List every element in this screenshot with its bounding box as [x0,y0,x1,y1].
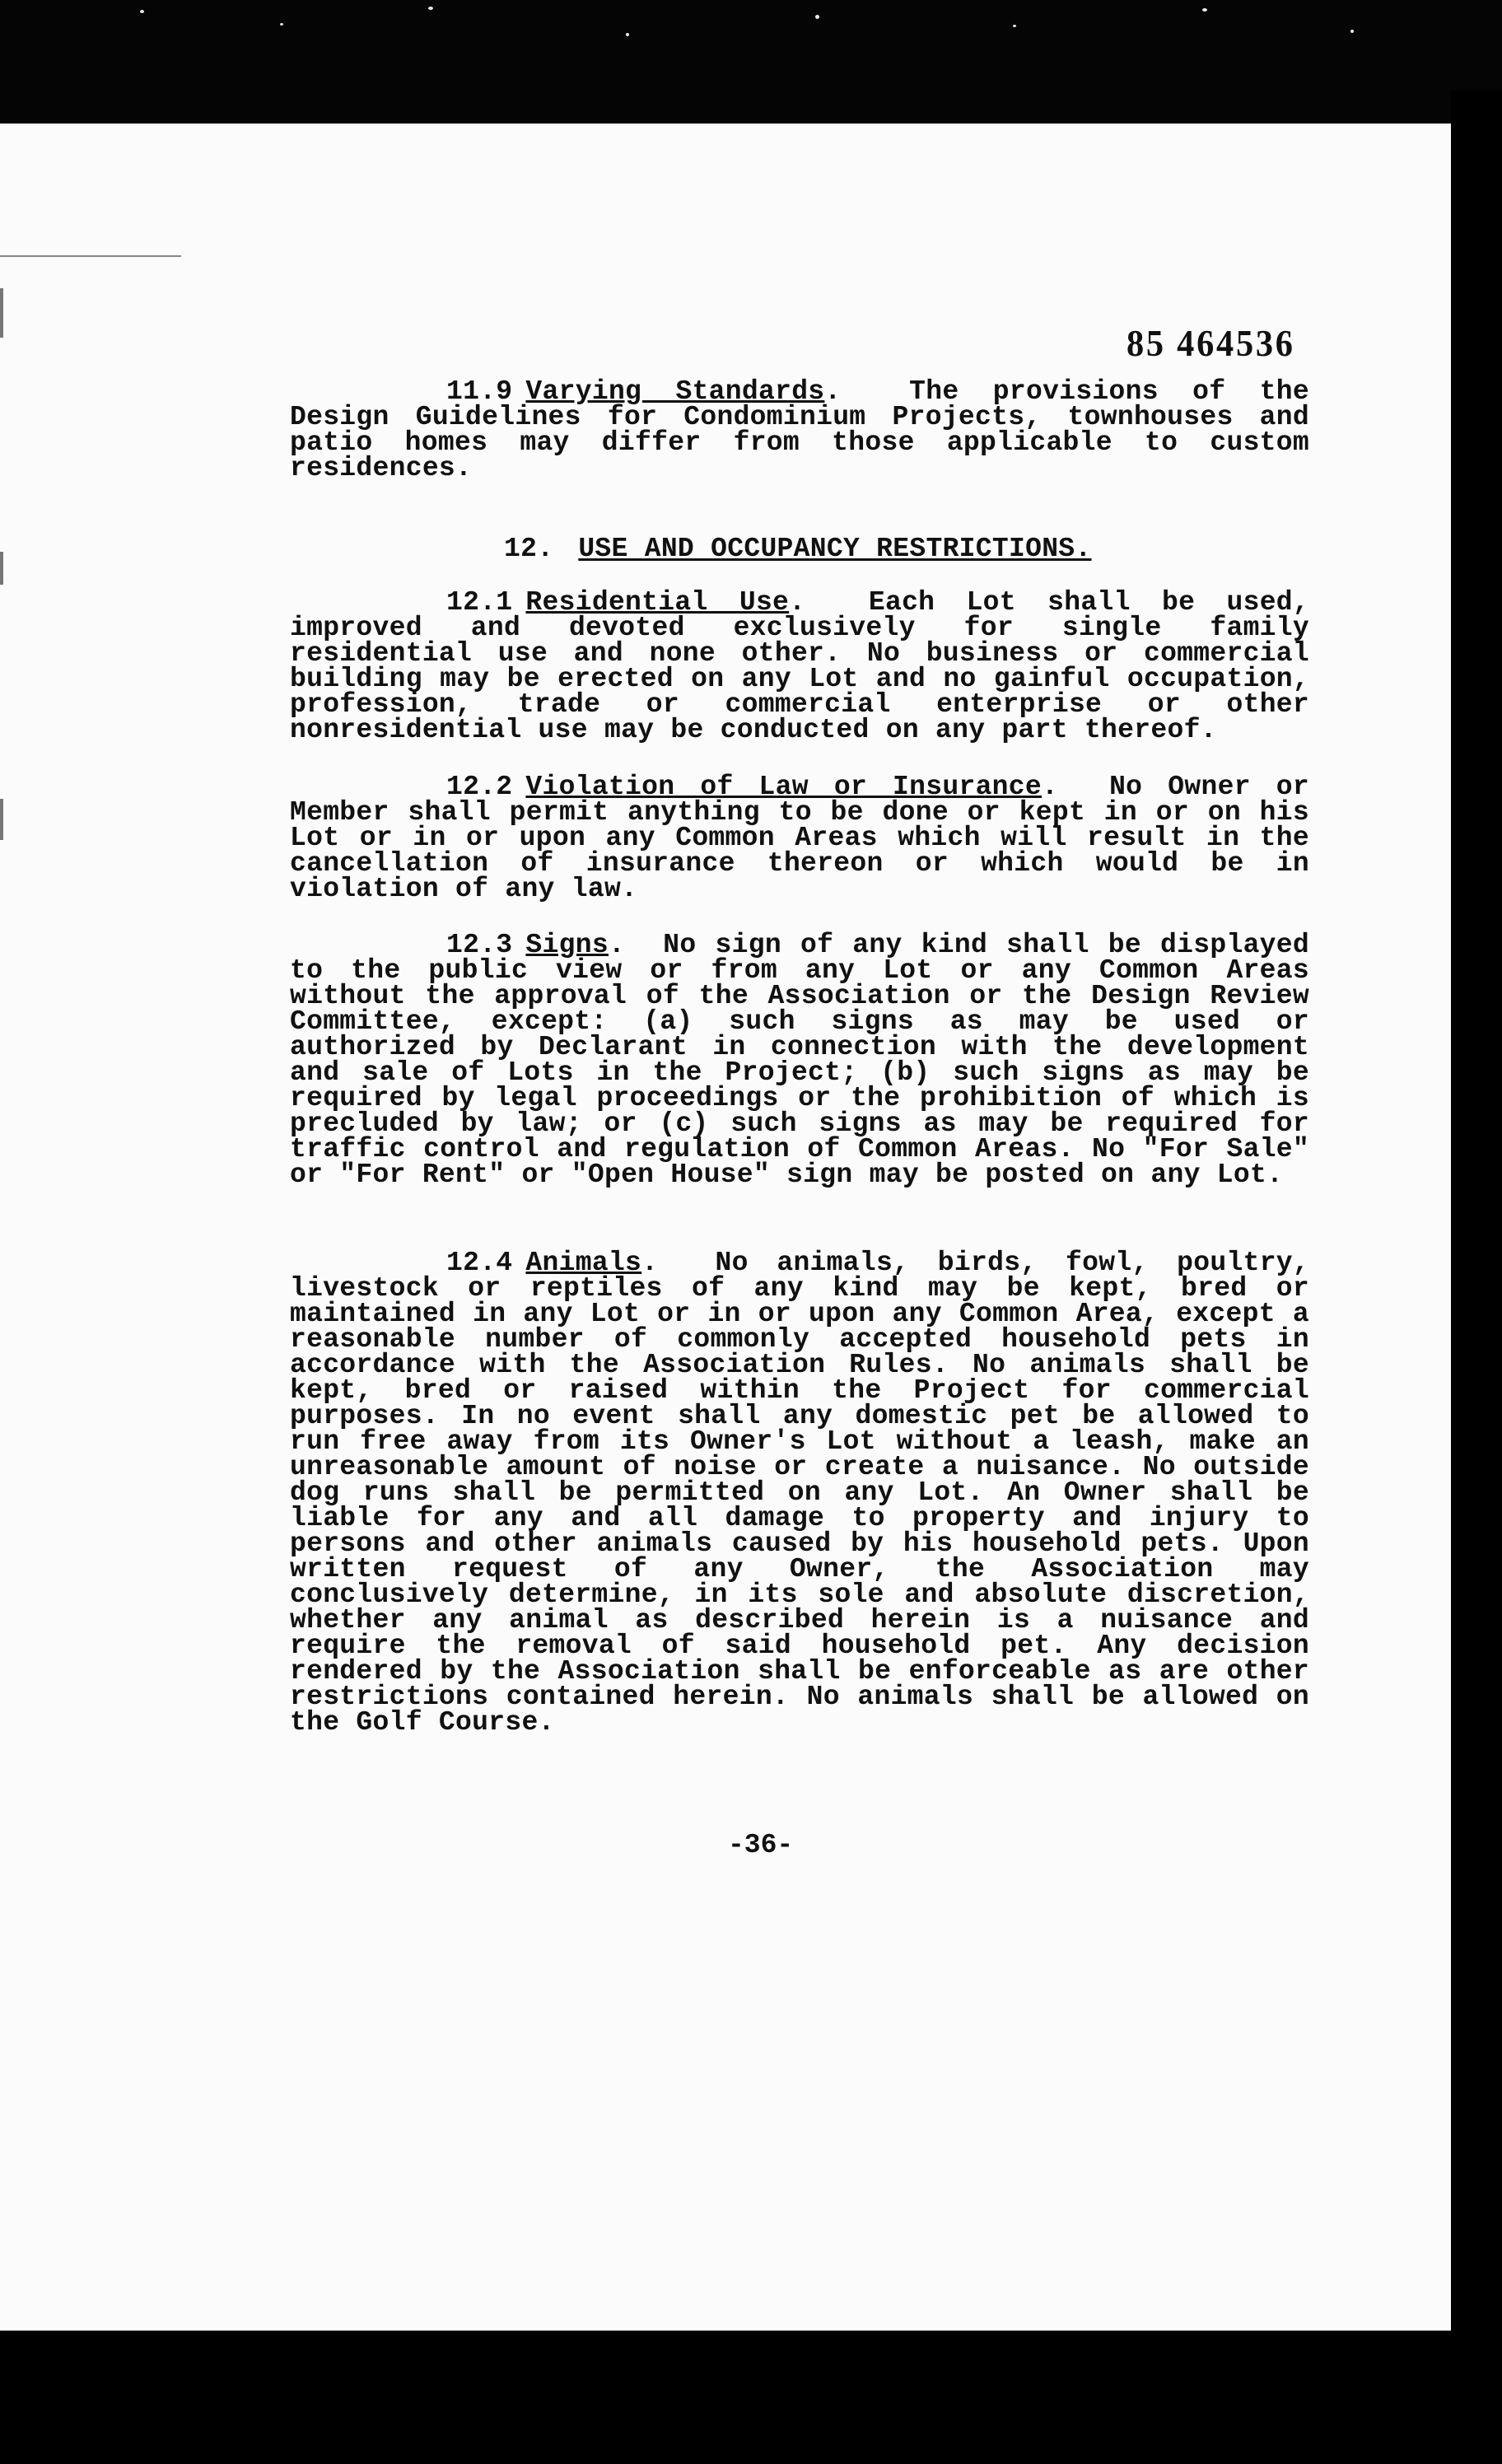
scan-speck [280,23,283,26]
scan-edge-rule [0,255,181,257]
scan-speck [1350,30,1354,33]
section-number: 12.4 [446,1248,513,1278]
section-text: No sign of any kind shall be displayed to the public view or from any Lot or any Common Areas without the approval of the Association or the Design Review Committee, except: (a) such signs as may be used or authorized by Declarant in connection with the development and sale of Lots in the Project; (b) such signs as may be required by legal proceedings or the prohibition of which is precluded by law; or (c) such signs as may be required for traffic control and regulation of Common Areas. No "For Sale" or "For Rent" or "Open House" sign may be posted on any Lot. [290,930,1309,1190]
scan-border-right [1451,91,1502,2396]
scan-speck [428,7,433,10]
section-11-9: 11.9 Varying Standards. The provisions of the Design Guidelines for Condominium Projects, townhouses and patio homes may differ from those applicable to custom residences. [290,376,1310,483]
section-12-1: 12.1 Residential Use. Each Lot shall be used, improved and devoted exclusively for single family residential use and none other. No business or commercial building may be erected on any Lot and no gainful occupation, profession, trade or commercial enterprise or other nonresidential use may be conducted on any part thereof. [290,587,1310,745]
section-title: Varying Standards [525,376,825,407]
scan-edge-mark [0,799,3,840]
scan-speck [1013,25,1016,27]
section-text: Each Lot shall be used, improved and devoted exclusively for single family residential use and none other. No business or commercial building may be erected on any Lot and no gainful occupation, profession, trade or commercial enterprise or other nonresidential use may be conducted on any part thereof. [290,587,1310,745]
scan-speck [140,10,144,13]
section-12-2: 12.2 Violation of Law or Insurance. No Owner or Member shall permit anything to be done or kept in or on his Lot or in or upon any Common Areas which will result in the cancellation of insurance thereon or which would be in violation of any law. [290,772,1309,904]
section-title: Residential Use [525,587,790,618]
section-title: Animals [525,1248,642,1278]
section-title: Violation of Law or Insurance [525,772,1042,802]
scan-edge-mark [0,552,3,585]
article-heading [504,534,1092,564]
document-stamp-number: 85 464536 [1126,322,1295,364]
article-title: USE AND OCCUPANCY RESTRICTIONS. [578,534,1092,564]
section-12-4: 12.4 Animals. No animals, birds, fowl, poultry, livestock or reptiles of any kind may be kept, bred or maintained in any Lot or in or upon any Common Area, except a reasonable number of commonly accepted household pets in accordance with the Association Rules. No animals shall be kept, bred or raised within the Project for commercial purposes. In no event shall any domestic pet be allowed to run free away from its Owner's Lot without a leash, make an unreasonable amount of noise or create a nuisance. No outside dog runs shall be permitted on any Lot. An Owner shall be liable for any and all damage to property and injury to persons and other animals caused by his household pets. Upon written request of any Owner, the Association may conclusively determine, in its sole and absolute discretion, whether any animal as described herein is a nuisance and require the removal of said household pet. Any decision rendered by the Association shall be enforceable as are other restrictions contained herein. No animals shall be allowed on the Golf Course. [290,1248,1310,1738]
section-number: 12.1 [446,587,513,618]
section-number: 11.9 [446,376,513,407]
scan-edge-mark [0,288,3,338]
scan-border-bottom [0,2331,1502,2464]
section-number: 12.2 [446,772,513,802]
page-number: -36- [728,1830,794,1860]
section-text: The provisions of the Design Guidelines for Condominium Projects, townhouses and patio homes may differ from those applicable to custom residences. [290,376,1310,483]
section-title: Signs [525,930,609,960]
section-text: No Owner or Member shall permit anything to be done or kept in or on his Lot or in or upon any Common Areas which will result in the cancellation of insurance thereon or which would be in violation of any law. [290,772,1309,904]
article-number: 12. [504,534,554,564]
scan-speck [1202,8,1207,12]
section-12-3: 12.3 Signs. No sign of any kind shall be displayed to the public view or from any Lot or any Common Areas without the approval of the Association or the Design Review Committee, except: (a) such signs as may be used or authorized by Declarant in connection with the development and sale of Lots in the Project; (b) such signs as may be required by legal proceedings or the prohibition of which is precluded by law; or (c) such signs as may be required for traffic control and regulation of Common Areas. No "For Sale" or "For Rent" or "Open House" sign may be posted on any Lot. [290,930,1309,1190]
scan-border-top [0,0,1502,124]
section-text: No animals, birds, fowl, poultry, livestock or reptiles of any kind may be kept, bred or maintained in any Lot or in or upon any Common Area, except a reasonable number of commonly accepted household pets in accordance with the Association Rules. No animals shall be kept, bred or raised within the Project for commercial purposes. In no event shall any domestic pet be allowed to run free away from its Owner's Lot without a leash, make an unreasonable amount of noise or create a nuisance. No outside dog runs shall be permitted on any Lot. An Owner shall be liable for any and all damage to property and injury to persons and other animals caused by his household pets. Upon written request of any Owner, the Association may conclusively determine, in its sole and absolute discretion, whether any animal as described herein is a nuisance and require the removal of said household pet. Any decision rendered by the Association shall be enforceable as are other restrictions contained herein. No animals shall be allowed on the Golf Course. [290,1248,1310,1738]
scan-speck [815,15,819,19]
scan-speck [626,33,629,36]
section-number: 12.3 [446,930,513,960]
